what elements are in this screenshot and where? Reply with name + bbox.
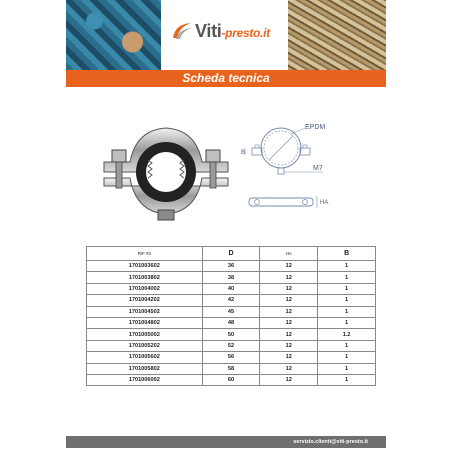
cell-ha: 12	[260, 272, 318, 283]
cell-ref: 1701005202	[87, 340, 203, 351]
spec-table	[86, 246, 376, 386]
cell-ha: 12	[260, 329, 318, 340]
cell-ref: 1701004502	[87, 306, 203, 317]
cell-d: 60	[202, 374, 260, 385]
cell-b: 1	[318, 295, 376, 306]
table-row	[87, 317, 376, 328]
brand-name: Viti-presto.it	[195, 21, 270, 41]
cell-b: 1	[318, 272, 376, 283]
cell-ha: 12	[260, 340, 318, 351]
epdm-label: EPDM	[305, 124, 326, 131]
cell-b: 1	[318, 261, 376, 272]
footer-bar	[66, 436, 386, 448]
table-row	[87, 272, 376, 283]
cell-d: 45	[202, 306, 260, 317]
cell-ref: 1701004002	[87, 283, 203, 294]
cell-ha: 12	[260, 317, 318, 328]
cell-ref: 1701005002	[87, 329, 203, 340]
screws-photo	[288, 0, 386, 70]
cell-b: 1	[318, 283, 376, 294]
cell-b: 1	[318, 363, 376, 374]
table-row	[87, 283, 376, 294]
cell-ref: 1701004802	[87, 317, 203, 328]
support-email-link[interactable]: servizio.clienti@viti-presto.it	[293, 439, 368, 445]
b-label: B	[241, 150, 246, 156]
table-row	[87, 374, 376, 385]
cell-ref: 1701005802	[87, 363, 203, 374]
table-header-row	[87, 247, 376, 261]
cell-ref: 1701005602	[87, 352, 203, 363]
cell-ref: 1701004202	[87, 295, 203, 306]
col-b: B	[318, 247, 376, 261]
table-row	[87, 295, 376, 306]
cell-b: 1	[318, 352, 376, 363]
cell-ha: 12	[260, 363, 318, 374]
swoosh-icon	[171, 20, 193, 42]
table-row	[87, 352, 376, 363]
table-row	[87, 306, 376, 317]
cell-d: 50	[202, 329, 260, 340]
cell-b: 1	[318, 374, 376, 385]
cell-ha: 12	[260, 352, 318, 363]
tools-photo	[66, 0, 161, 70]
cell-d: 42	[202, 295, 260, 306]
brand-suffix: -presto.it	[221, 26, 270, 40]
cell-ha: 12	[260, 295, 318, 306]
cell-ref: 1701003802	[87, 272, 203, 283]
cell-d: 38	[202, 272, 260, 283]
ha-label: HA	[320, 200, 329, 206]
cell-d: 58	[202, 363, 260, 374]
cell-d: 48	[202, 317, 260, 328]
col-d: D	[202, 247, 260, 261]
table-row	[87, 329, 376, 340]
cell-d: 36	[202, 261, 260, 272]
cell-d: 52	[202, 340, 260, 351]
page-title: Scheda tecnica	[66, 70, 386, 87]
col-ha: HA	[260, 247, 318, 261]
col-ref: RIF #3	[87, 247, 203, 261]
pipe-clamp-image	[96, 120, 236, 225]
cell-b: 1	[318, 317, 376, 328]
cell-ref: 1701003602	[87, 261, 203, 272]
table-row	[87, 340, 376, 351]
cell-ref: 1701006002	[87, 374, 203, 385]
cell-b: 1.2	[318, 329, 376, 340]
cell-ha: 12	[260, 261, 318, 272]
cell-ha: 12	[260, 283, 318, 294]
cell-d: 40	[202, 283, 260, 294]
cell-b: 1	[318, 340, 376, 351]
technical-drawing	[231, 120, 351, 230]
cell-b: 1	[318, 306, 376, 317]
table-row	[87, 261, 376, 272]
cell-d: 56	[202, 352, 260, 363]
brand-logo	[161, 0, 288, 70]
cell-ha: 12	[260, 306, 318, 317]
header-banner	[66, 0, 386, 70]
table-row	[87, 363, 376, 374]
m7-label: M7	[313, 165, 323, 172]
datasheet-page	[66, 0, 386, 452]
cell-ha: 12	[260, 374, 318, 385]
